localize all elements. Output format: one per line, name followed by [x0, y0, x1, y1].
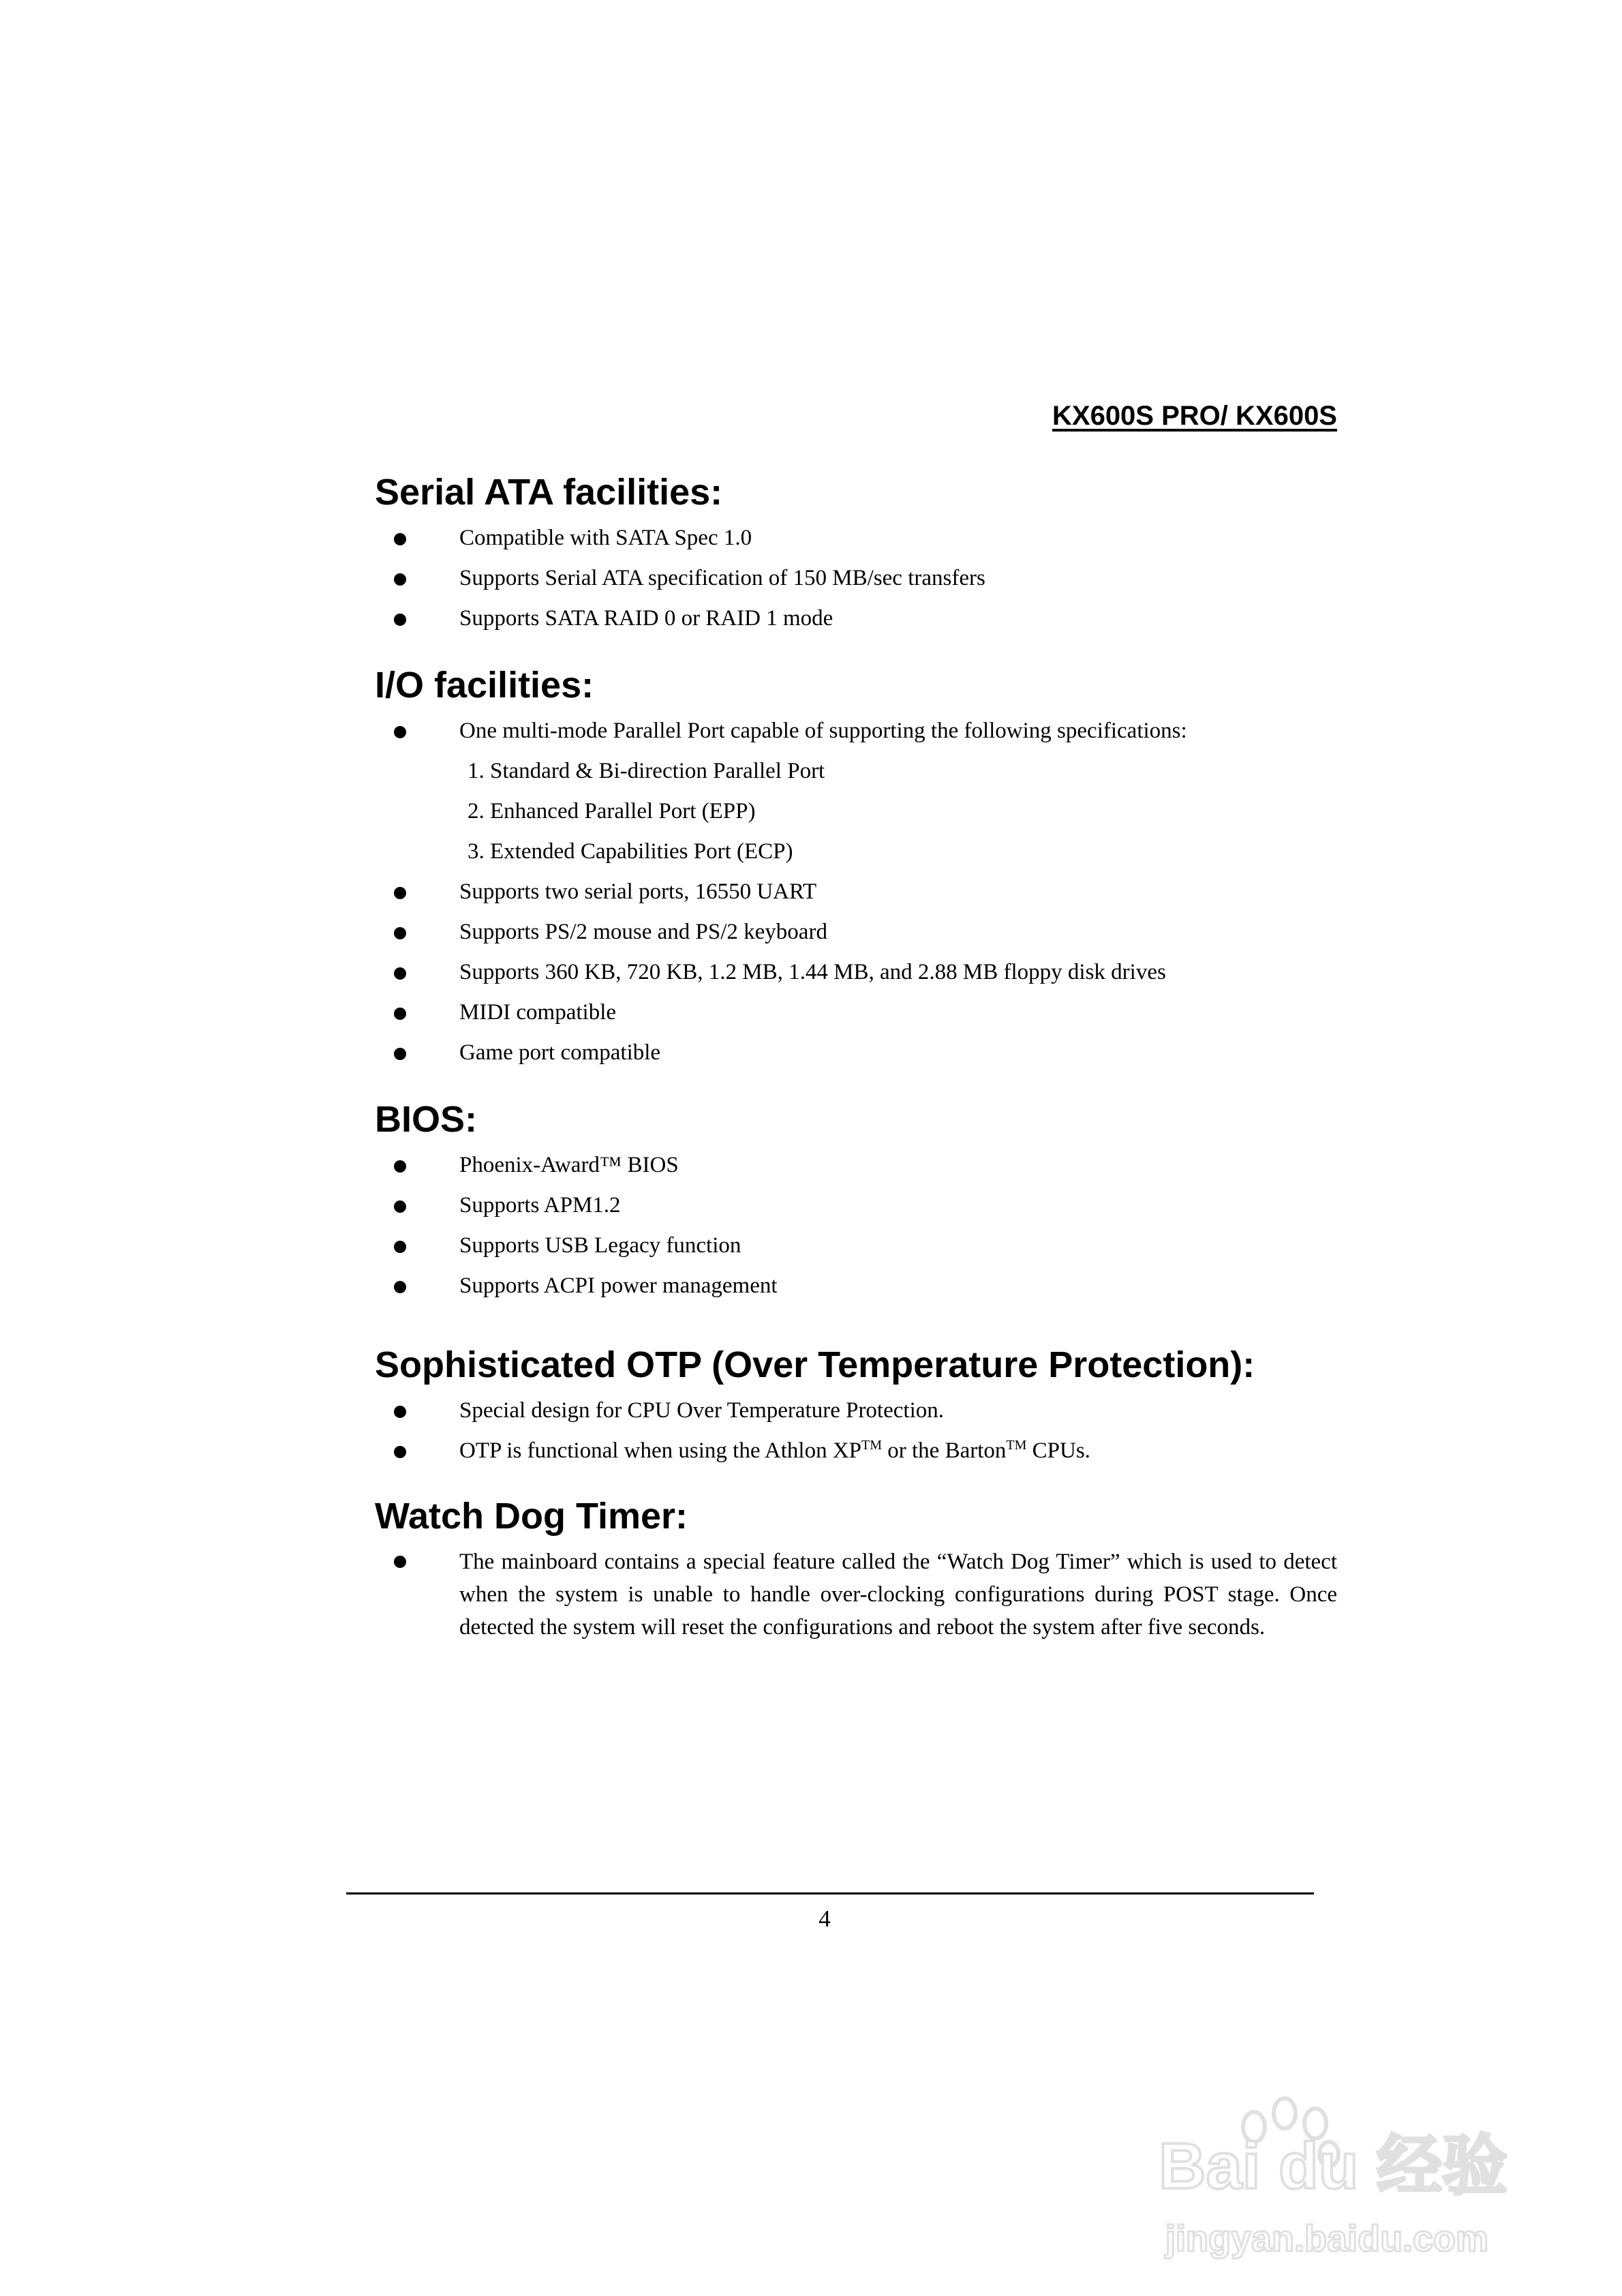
list-item: Supports 360 KB, 720 KB, 1.2 MB, 1.44 MB, and 2.88 MB floppy disk drives	[375, 952, 1337, 993]
sub-list-item: 3. Extended Capabilities Port (ECP)	[468, 839, 793, 864]
page-number: 4	[818, 1905, 831, 1932]
trademark-sup: TM	[1006, 1438, 1027, 1453]
io-list	[375, 711, 1337, 1073]
section-title-sata: Serial ATA facilities:	[375, 472, 723, 513]
list-item: Game port compatible	[375, 1033, 1337, 1073]
section-title-otp: Sophisticated OTP (Over Temperature Protection):	[375, 1344, 1255, 1385]
section-title-wdt: Watch Dog Timer:	[375, 1496, 688, 1537]
list-item: Supports USB Legacy function	[375, 1226, 1337, 1266]
sub-list-item: 1. Standard & Bi-direction Parallel Port	[468, 759, 825, 783]
trademark-sup: TM	[861, 1438, 883, 1453]
list-item: Special design for CPU Over Temperature Protection.	[375, 1391, 1337, 1431]
list-item: The mainboard contains a special feature called the “Watch Dog Timer” which is used to detect when the system is unable to handle over-clocking configurations during POST stage. Once detected the system will reset the configurations and reboot the system after five seconds.	[375, 1542, 1337, 1644]
list-item: One multi-mode Parallel Port capable of supporting the following specifications:	[375, 711, 1337, 751]
watermark-brand: Bai du 经验	[1159, 2130, 1508, 2203]
list-item: Compatible with SATA Spec 1.0	[375, 518, 1337, 558]
list-item: Supports ACPI power management	[375, 1266, 1337, 1306]
sata-list	[375, 518, 1337, 639]
list-item: Phoenix-Award™ BIOS	[375, 1145, 1337, 1185]
baidu-watermark-logo	[1152, 2072, 1533, 2277]
otp-text-part3: CPUs.	[1026, 1438, 1090, 1463]
list-item	[375, 1431, 1337, 1471]
list-item: Supports SATA RAID 0 or RAID 1 mode	[375, 599, 1337, 639]
model-header: KX600S PRO/ KX600S	[1052, 401, 1337, 431]
section-sata	[375, 470, 1337, 639]
bios-list	[375, 1145, 1337, 1306]
list-item: MIDI compatible	[375, 993, 1337, 1033]
paw-pad-icon	[1274, 2098, 1296, 2128]
otp-text-part1: OTP is functional when using the Athlon XP	[459, 1438, 862, 1463]
section-title-io: I/O facilities:	[375, 665, 594, 706]
section-wdt	[375, 1494, 1337, 1644]
section-io	[375, 663, 1337, 1073]
sub-list-item: 2. Enhanced Parallel Port (EPP)	[468, 799, 756, 824]
list-item: Supports PS/2 mouse and PS/2 keyboard	[375, 912, 1337, 952]
otp-list	[375, 1391, 1337, 1471]
list-item: Supports Serial ATA specification of 150 MB/sec transfers	[375, 558, 1337, 599]
list-item: Supports two serial ports, 16550 UART	[375, 872, 1337, 912]
otp-text-part2: or the Barton	[882, 1438, 1007, 1463]
watermark-url: jingyan.baidu.com	[1165, 2218, 1489, 2259]
footer-divider	[346, 1892, 1314, 1894]
list-item: Supports APM1.2	[375, 1185, 1337, 1226]
section-bios	[375, 1098, 1337, 1306]
section-title-bios: BIOS:	[375, 1099, 478, 1140]
wdt-list	[375, 1542, 1337, 1644]
section-otp	[375, 1343, 1337, 1471]
